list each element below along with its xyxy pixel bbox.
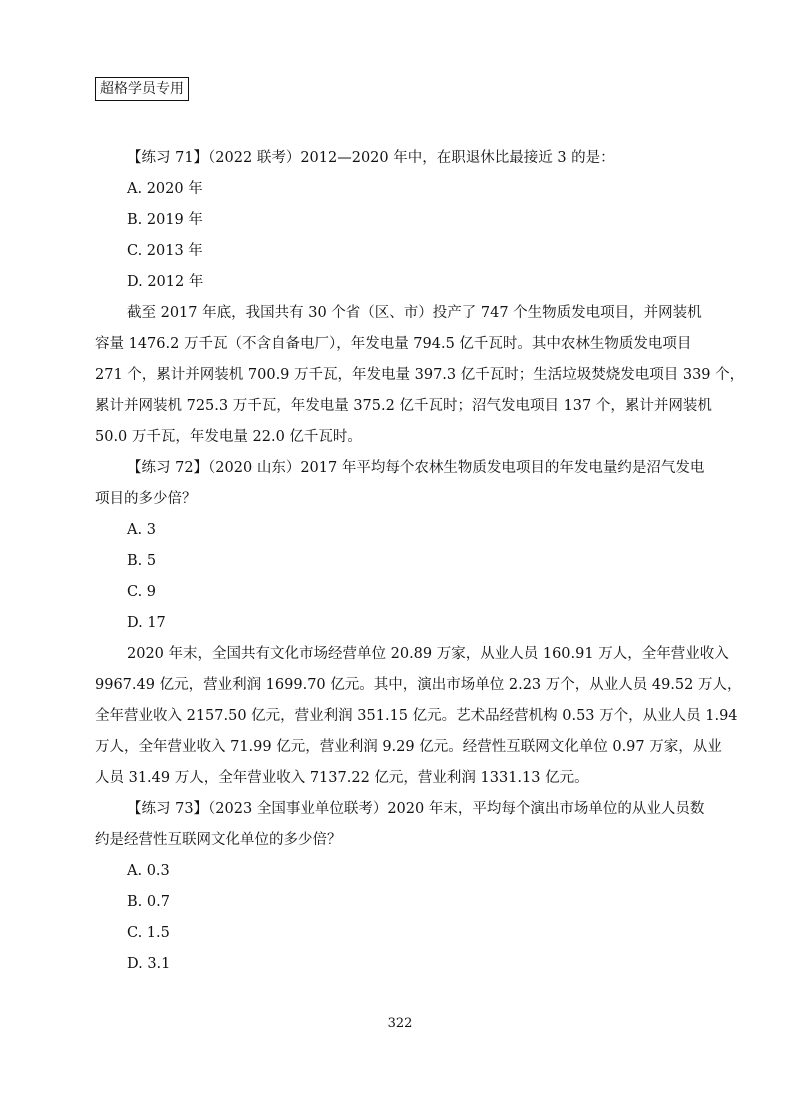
q73-option-a: A. 0.3	[127, 863, 170, 879]
passage2-line: 9967.49 亿元，营业利润 1699.70 亿元。其中，演出市场单位 2.23 万个，从业人员 49.52 万人，	[95, 677, 742, 693]
passage2-line: 2020 年末，全国共有文化市场经营单位 20.89 万家，从业人员 160.91 万人，全年营业收入	[127, 646, 729, 662]
passage1-line: 截至 2017 年底，我国共有 30 个省（区、市）投产了 747 个生物质发电项目，并网装机	[127, 305, 702, 321]
passage2-line: 万人，全年营业收入 71.99 亿元，营业利润 9.29 亿元。经营性互联网文化单位 0.97 万家，从业	[95, 739, 722, 755]
q72-question-line: 【练习 72】（2020 山东）2017 年平均每个农林生物质发电项目的年发电量约是沼气发电	[127, 460, 705, 476]
passage2-line: 全年营业收入 2157.50 亿元，营业利润 351.15 亿元。艺术品经营机构 0.53 万个，从业人员 1.94	[95, 708, 738, 724]
q72-question-line: 项目的多少倍？	[95, 491, 197, 507]
page-number: 322	[387, 1016, 413, 1031]
passage1-line: 271 个，累计并网装机 700.9 万千瓦，年发电量 397.3 亿千瓦时；生活垃圾焚烧发电项目 339 个，	[95, 367, 745, 383]
page-content	[95, 143, 745, 980]
passage2-line: 人员 31.49 万人，全年营业收入 7137.22 亿元，营业利润 1331.13 亿元。	[95, 770, 589, 786]
q73-option-b: B. 0.7	[127, 894, 170, 910]
q73-question-line: 【练习 73】（2023 全国事业单位联考）2020 年末，平均每个演出市场单位的从业人员数	[127, 801, 705, 817]
passage1-line: 50.0 万千瓦，年发电量 22.0 亿千瓦时。	[95, 429, 362, 445]
q73-option-d: D. 3.1	[127, 956, 171, 972]
passage1-line: 累计并网装机 725.3 万千瓦，年发电量 375.2 亿千瓦时；沼气发电项目 137 个，累计并网装机	[95, 398, 712, 414]
q72-option-c: C. 9	[127, 584, 157, 600]
q71-question: 【练习 71】（2022 联考）2012—2020 年中，在职退休比最接近 3 的是：	[127, 150, 615, 166]
q72-option-b: B. 5	[127, 553, 157, 569]
watermark-stamp: 超格学员专用	[95, 77, 189, 101]
q71-option-a: A. 2020 年	[127, 181, 203, 197]
q73-option-c: C. 1.5	[127, 925, 170, 941]
q71-option-b: B. 2019 年	[127, 212, 203, 228]
q71-option-d: D. 2012 年	[127, 274, 204, 290]
q72-option-d: D. 17	[127, 615, 166, 631]
q73-question-line: 约是经营性互联网文化单位的多少倍？	[95, 832, 342, 848]
passage1-line: 容量 1476.2 万千瓦（不含自备电厂），年发电量 794.5 亿千瓦时。其中农林生物质发电项目	[95, 336, 692, 352]
q72-option-a: A. 3	[127, 522, 156, 538]
q71-option-c: C. 2013 年	[127, 243, 203, 259]
